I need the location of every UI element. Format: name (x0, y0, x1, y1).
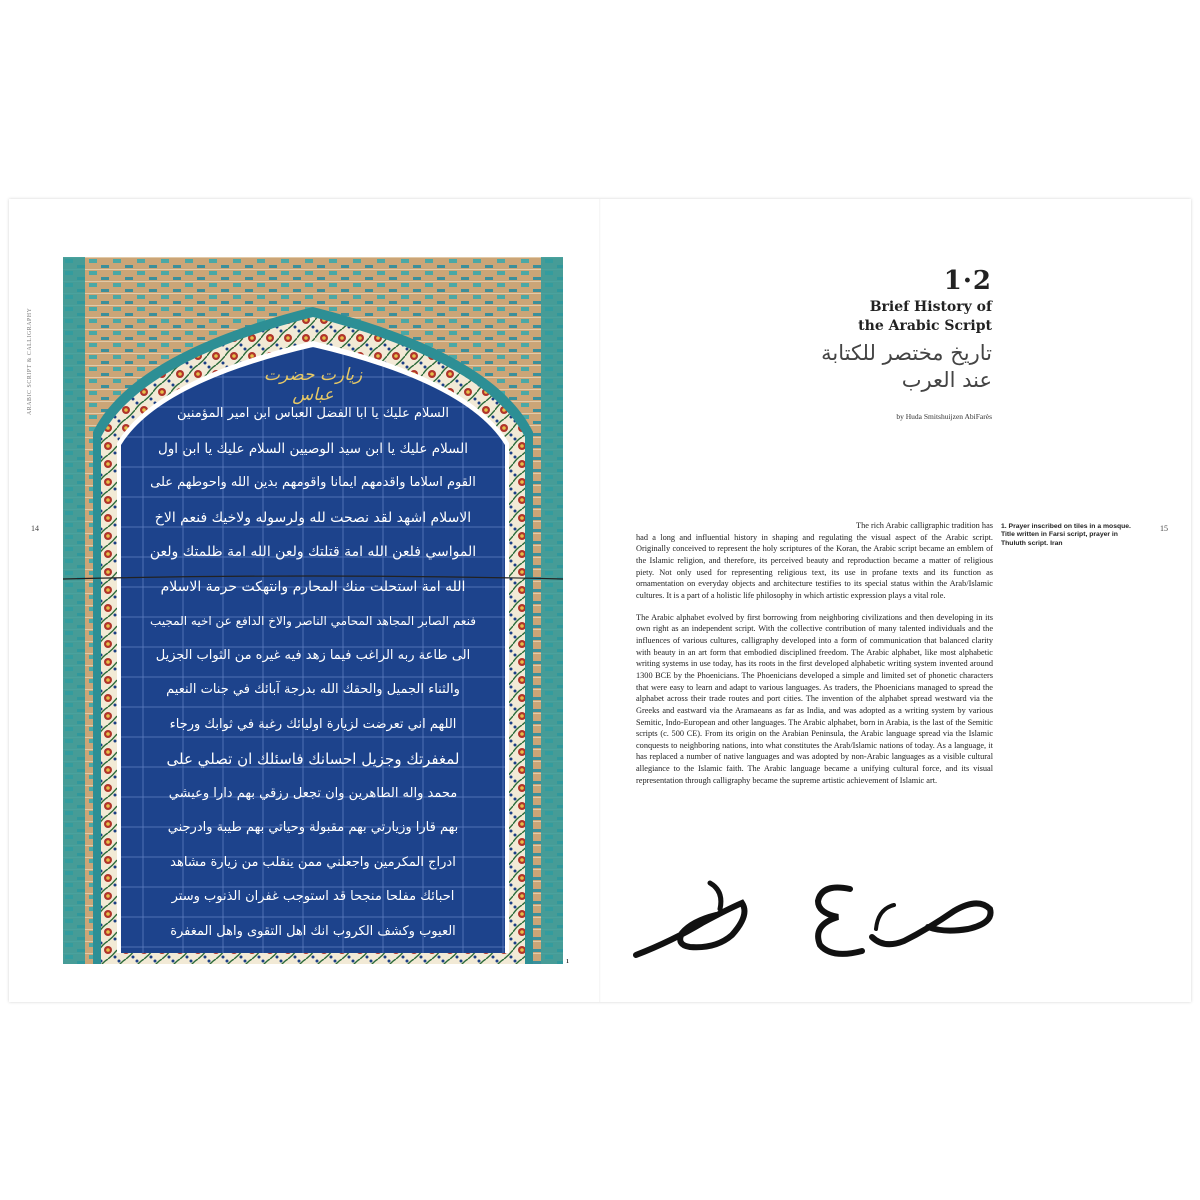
inscription-line: السلام عليك يا ابن سيد الوصيين السلام عليك يا ابن اول (157, 440, 469, 457)
inscription-line: ادراج المكرمين واجعلني ممن ينقلب من زيارة مشاهد (170, 854, 456, 870)
calligraphy-samples (632, 875, 997, 965)
inscription-line: فنعم الصابر المجاهد المحامي الناصر والاخ الدافع عن اخيه المجيب (150, 614, 476, 628)
arabic-title-line: تاريخ مختصر للكتابة (821, 341, 992, 365)
running-head: ARABIC SCRIPT & CALLIGRAPHY (27, 307, 33, 415)
section-title-line: the Arabic Script (858, 318, 992, 334)
book-gutter (599, 199, 601, 1002)
body-paragraph: The Arabic alphabet evolved by first borrowing from neighboring civilizations and then developing in its own right as an independent script. With the collective contribution of many talented individuals and the influences of various cultures, calligraphy developed into a form of communication that balanced clarity with beauty in an art form that embodied disciplined freedom. The Arabic alphabet, like most alphabetic writing systems in use today, has its roots in the first developed alphabetic writing system invented around 1300 BCE by the Phoenicians. The Phoenicians developed a simple and limited set of phonetic characters that were easy to learn and adapt to various languages. As traders, the Phoenicians managed to spread the alphabet across their trade routes and port cities. The invention of the alphabet spread westward via the Greeks and eastward via the Aramaeans as far as India, and was adopted as a writing system by various Semitic, Indo-European and other languages. The Arabic alphabet, born in Arabia, is the last of the Semitic scripts (c. 500 CE). From its origin on the Arabian Peninsula, the Arabic language spread via the Islamic conquests to neighboring nations, into what constitutes the Arab/Islamic nations of today. As a language, it has replaced a number of native languages and was adopted by non-Arabic languages as a visible cultural allegiance to the Islamic faith. The Arabic language became a unifying cultural force, and its visual representation through calligraphy became the supreme artistic achievement of Islamic art. (636, 612, 993, 785)
figure-number: 1 (566, 959, 569, 965)
calligraphy-sad (872, 903, 991, 944)
tile-title: زيارت حضرت عباس (263, 365, 363, 405)
section-title (732, 298, 992, 336)
calligraphy-strokes (632, 875, 997, 965)
folio-left: 14 (31, 524, 39, 533)
inscription-line: السلام عليك يا ابا الفضل العباس ابن امير المؤمنين (177, 406, 449, 421)
calligraphy-heh (636, 883, 744, 955)
inscription-line: والثناء الجميل والحقك الله بدرجة آبائك في جنات النعيم (166, 682, 460, 697)
inscription-line: الله امة استحلت منك المحارم وانتهكت حرمة الاسلام (160, 578, 466, 595)
section-number: 1·2 (943, 266, 992, 296)
section-title-line: Brief History of (869, 299, 992, 315)
inscription-line: القوم اسلاما واقدمهم ايمانا واقومهم بدين الله واحوطهم على (150, 475, 476, 490)
inscription-line: المواسي فلعن الله امة قتلتك ولعن الله امة ظلمتك ولعن (149, 544, 477, 560)
arabic-title-line: عند العرب (901, 368, 992, 392)
byline: by Huda Smitshuijzen AbiFarès (896, 412, 992, 421)
body-paragraph: The rich Arabic calligraphic tradition has had a long and influential history in shaping and regulating the visual aspect of the Arabic script. Originally conceived to represent the holy scriptures of the Koran, the Arabic script became an emblem of the Islamic religion, and therefore, its perceived beauty and reproduction became a matter of religious piety. Not only used for representing religious text, its use in profane texts and its function as ornamentation on everyday objects and architecture testifies to its special status within the Arab/Islamic cultures. It is a part of a holistic life philosophy in which artistic expression plays a vital role. (636, 521, 993, 600)
mosque-tile-photo (63, 257, 563, 964)
inscription-line: بهم قارا وزيارتي بهم مقبولة وحياتي بهم طيبة وادرجني (167, 820, 459, 835)
inscription-line: الى طاعة ربه الراغب فيما زهد فيه غيره من الثواب الجزيل (155, 647, 471, 663)
inscription-line: العيوب وكشف الكروب انك اهل التقوى واهل المغفرة (170, 923, 456, 939)
body-text (636, 520, 993, 796)
inscription-block (125, 397, 501, 949)
inscription-line: الاسلام اشهد لقد نصحت لله ولرسوله ولاخيك فنعم الاخ (154, 509, 472, 526)
inscription-line: لمغفرتك وجزيل احسانك فاسئلك ان تصلي على (166, 750, 460, 768)
folio-right: 15 (1160, 524, 1168, 533)
arabic-title (732, 340, 992, 394)
inscription-line: اللهم اني تعرضت لزيارة اوليائك رغبة في ثوابك ورجاء (169, 716, 457, 732)
inscription-line: احبائك مفلحا منجحا قد استوجب غفران الذنوب وستر (171, 889, 455, 904)
calligraphy-ain (818, 888, 862, 954)
inscription-line: محمد واله الطاهرين وان تجعل رزقي بهم دارا وعيشي (168, 785, 458, 801)
figure-caption: 1. Prayer inscribed on tiles in a mosque. Title written in Farsi script, prayer in Thuluth script. Iran (1001, 523, 1131, 547)
